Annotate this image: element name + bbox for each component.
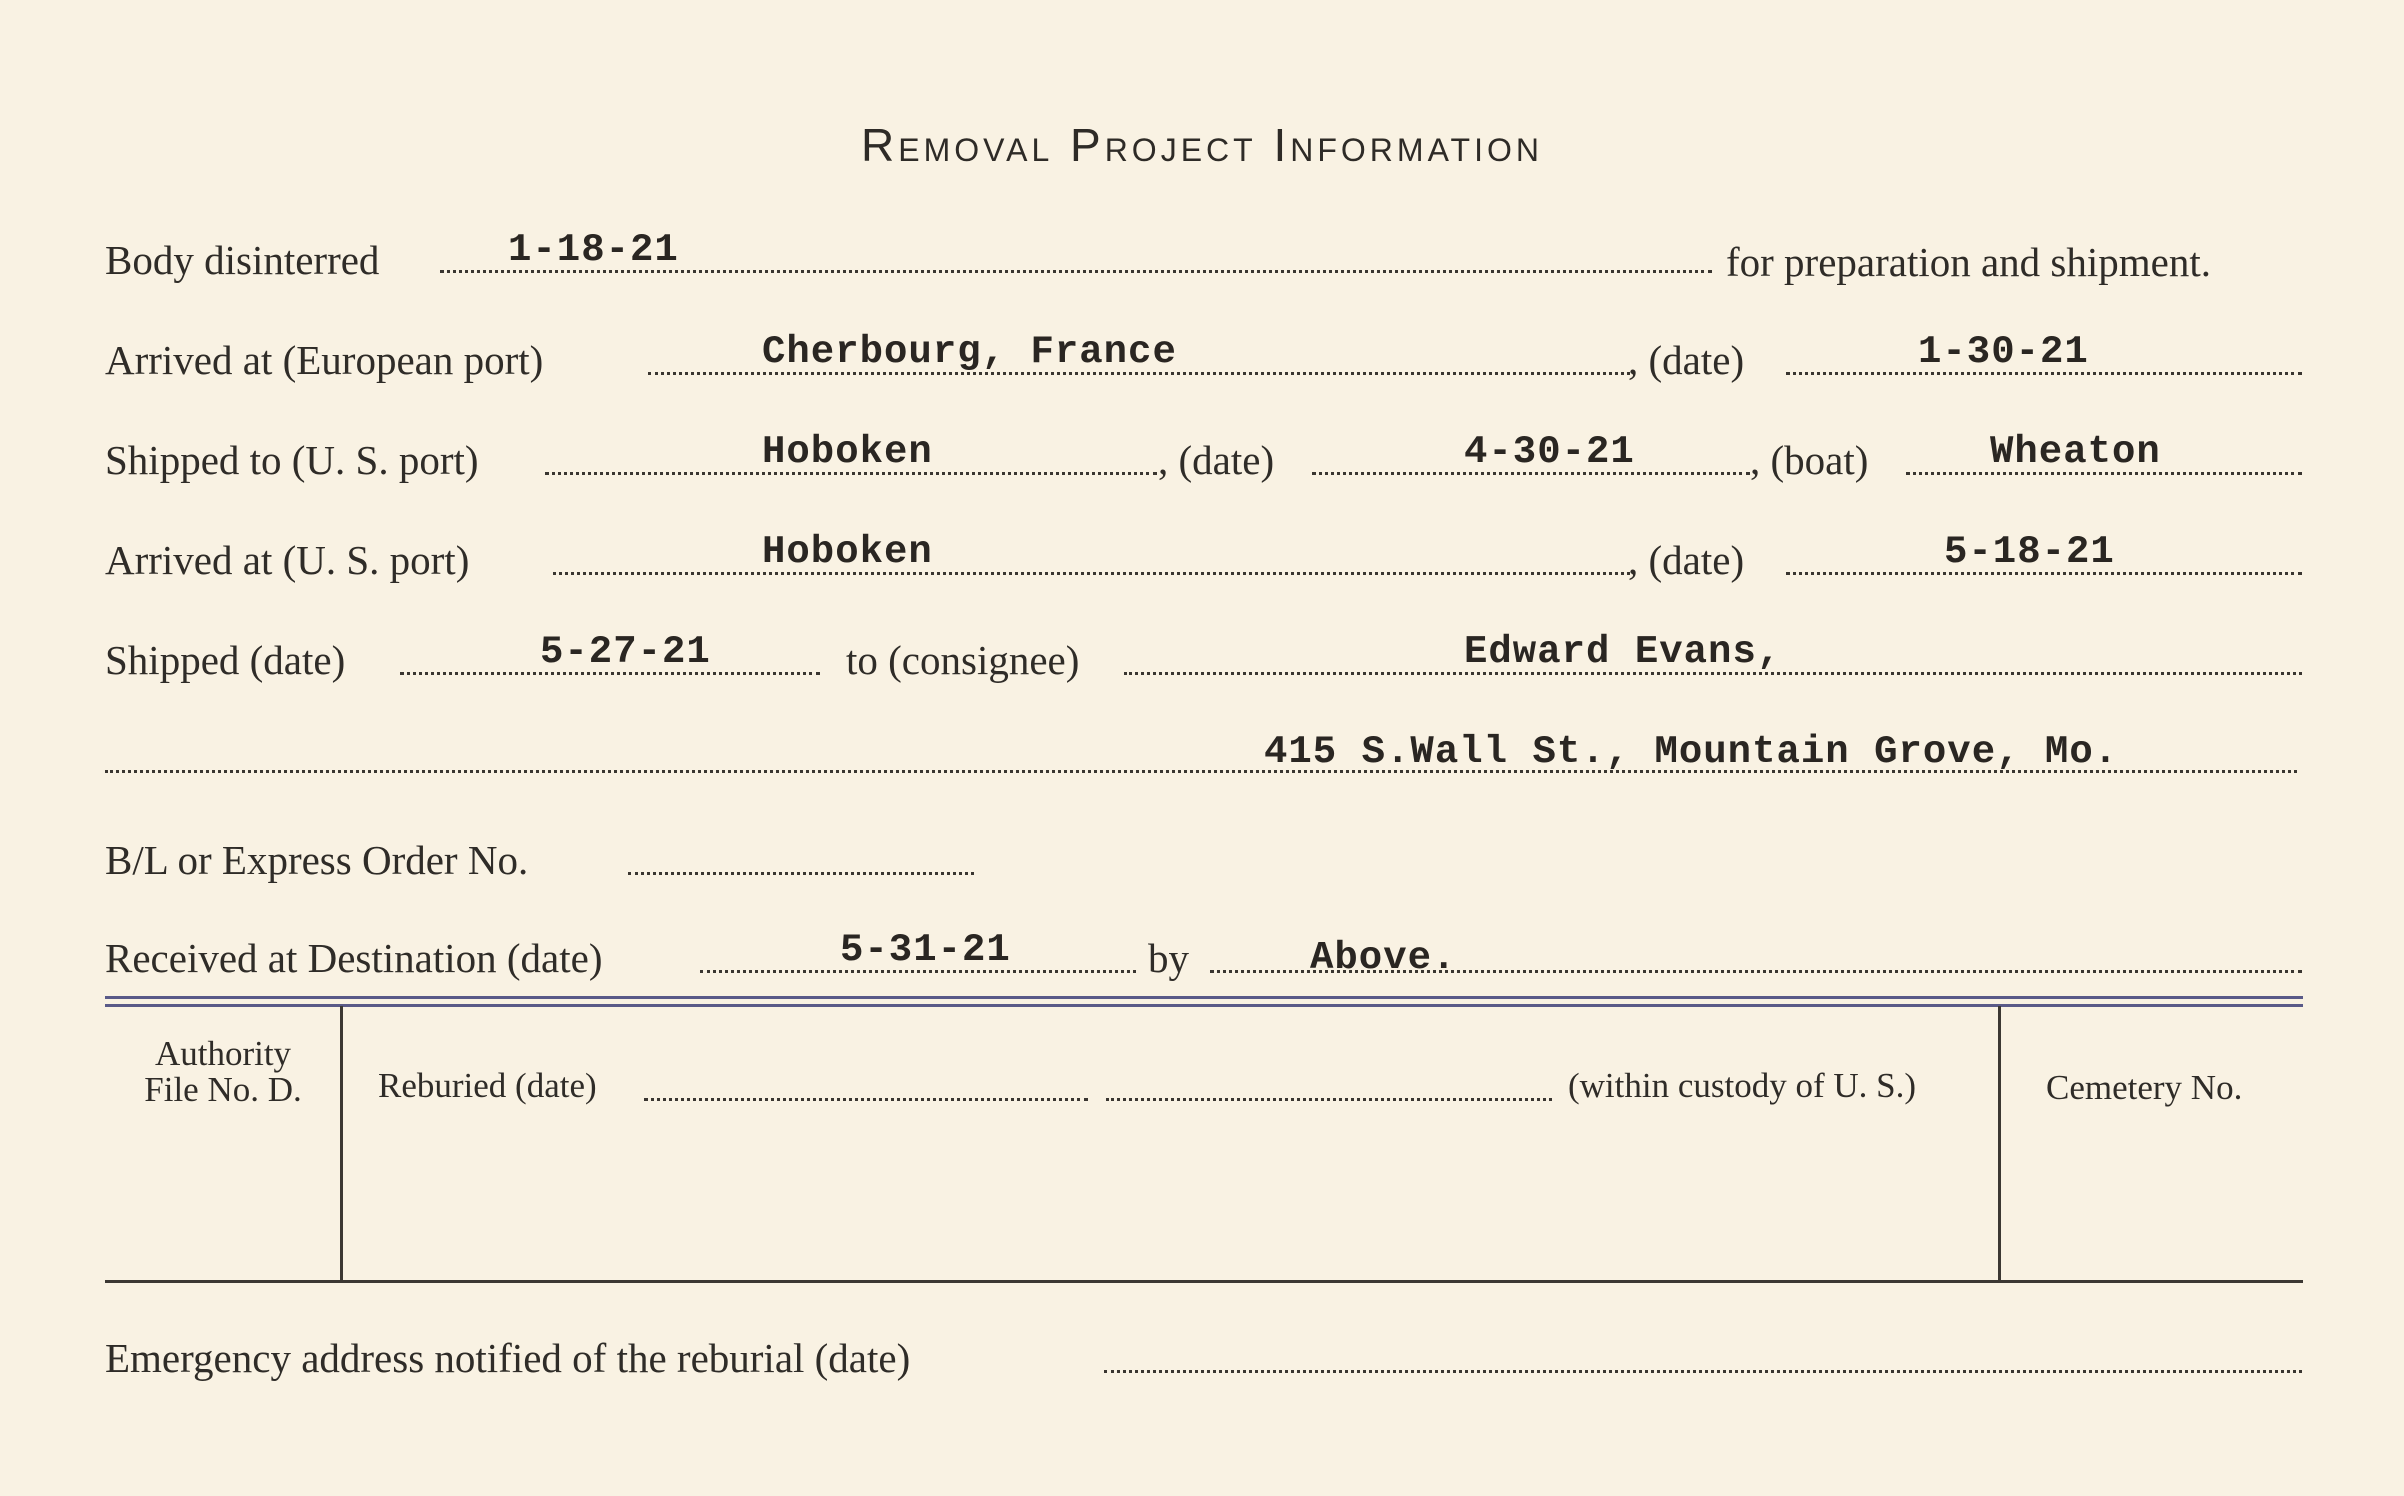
- arrived-european-label: Arrived at (European port): [105, 337, 544, 383]
- table-top-rule-1: [105, 996, 2303, 999]
- cemetery-label: Cemetery No.: [2046, 1068, 2243, 1107]
- shipped-us-boat-label: , (boat): [1750, 437, 1869, 483]
- table-bottom-rule: [105, 1280, 2303, 1283]
- received-by-label: by: [1148, 935, 1189, 981]
- bl-order-line: [628, 872, 974, 875]
- arrived-us-date-value: 5-18-21: [1944, 530, 2115, 574]
- authority-label: [112, 1036, 334, 1108]
- card-title: Removal Project Information: [861, 119, 1543, 171]
- consignee-label: to (consignee): [846, 637, 1080, 683]
- reburied-label: Reburied (date): [378, 1066, 597, 1105]
- consignee-value: Edward Evans,: [1464, 630, 1782, 674]
- body-disinterred-label: Body disinterred: [105, 237, 380, 283]
- arrived-european-date-label: , (date): [1628, 337, 1745, 383]
- arrived-us-label: Arrived at (U. S. port): [105, 537, 470, 583]
- reburied-line-1: [644, 1098, 1088, 1101]
- shipped-date-label: Shipped (date): [105, 637, 346, 683]
- table-divider-right: [1998, 1006, 2001, 1280]
- body-disinterred-value: 1-18-21: [508, 228, 679, 272]
- body-disinterred-suffix: for preparation and shipment.: [1726, 239, 2212, 285]
- reburied-line-2: [1106, 1098, 1552, 1101]
- shipped-us-date-label: , (date): [1158, 437, 1275, 483]
- received-by-value: Above.: [1310, 936, 1457, 980]
- bl-order-label: B/L or Express Order No.: [105, 837, 529, 883]
- custody-label: (within custody of U. S.): [1568, 1066, 1917, 1105]
- received-date-value: 5-31-21: [840, 928, 1011, 972]
- shipped-us-port-value: Hoboken: [762, 430, 933, 474]
- authority-label-line1: Authority: [154, 1034, 292, 1073]
- shipped-us-label: Shipped to (U. S. port): [105, 437, 479, 483]
- table-top-rule-2: [105, 1004, 2303, 1007]
- emergency-line: [1104, 1370, 2302, 1373]
- authority-label-line2: File No. D.: [144, 1070, 302, 1109]
- received-label: Received at Destination (date): [105, 935, 603, 981]
- table-divider-left: [340, 1006, 343, 1280]
- arrived-european-date-value: 1-30-21: [1918, 330, 2089, 374]
- shipped-us-boat-value: Wheaton: [1990, 430, 2161, 474]
- arrived-us-date-label: , (date): [1628, 537, 1745, 583]
- shipped-date-value: 5-27-21: [540, 630, 711, 674]
- arrived-european-port-value: Cherbourg, France: [762, 330, 1177, 374]
- shipped-us-date-value: 4-30-21: [1464, 430, 1635, 474]
- arrived-us-port-value: Hoboken: [762, 530, 933, 574]
- arrived-us-port-line: [553, 572, 1630, 575]
- address-value: 415 S.Wall St., Mountain Grove, Mo.: [1264, 730, 2119, 774]
- emergency-label: Emergency address notified of the reburial (date): [105, 1335, 911, 1381]
